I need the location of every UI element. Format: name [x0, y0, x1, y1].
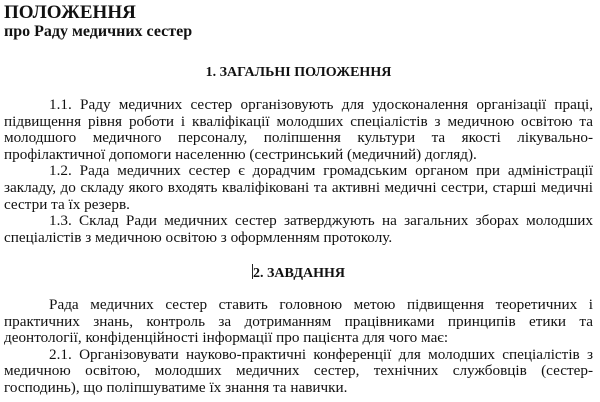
paragraph-1-2: 1.2. Рада медичних сестер є дорадчим громадським органом при адміністрації закладу, до складу якого входять кваліфіковані та активні медичні сестри, старші медичні сестри та їх резерв. — [4, 162, 593, 213]
document-subtitle: про Раду медичних сестер — [4, 23, 193, 40]
section-heading-tasks-text: 2. ЗАВДАННЯ — [253, 266, 345, 281]
section-heading-general: 1. ЗАГАЛЬНІ ПОЛОЖЕННЯ — [205, 65, 392, 80]
section-body-tasks — [4, 297, 593, 397]
document-title: ПОЛОЖЕННЯ — [4, 2, 136, 23]
paragraph-1-3: 1.3. Склад Ради медичних сестер затверджують на загальних зборах молодших спеціалістів з медичною освітою з оформленням протоколу. — [4, 212, 593, 246]
section-heading-tasks — [4, 264, 593, 283]
paragraph-2-1: 2.1. Організовувати науково-практичні конференції для молодших спеціалістів з медичною освітою, молодших медичних сестер, технічних службовців (сестер-господинь), що поліпшуватиме їх знання та навички. — [4, 345, 593, 396]
paragraph-1-1: 1.1. Раду медичних сестер організовують для удосконалення організації праці, підвищення рівня роботи і кваліфікації молодших спеціалістів з медичною освітою та молодшого медичного персоналу, поліпшення культури та якості лікувально-профілактичної допомоги населенню (сестринський (медичний) догляд). — [4, 96, 593, 163]
section-body-general — [4, 97, 593, 246]
paragraph-2-intro: Рада медичних сестер ставить головною метою підвищення теоретичних і практичних знань, контроль за дотриманням працівниками принципів етики та деонтології, конфіденційності інформації про пацієнта для чого має: — [4, 296, 593, 347]
